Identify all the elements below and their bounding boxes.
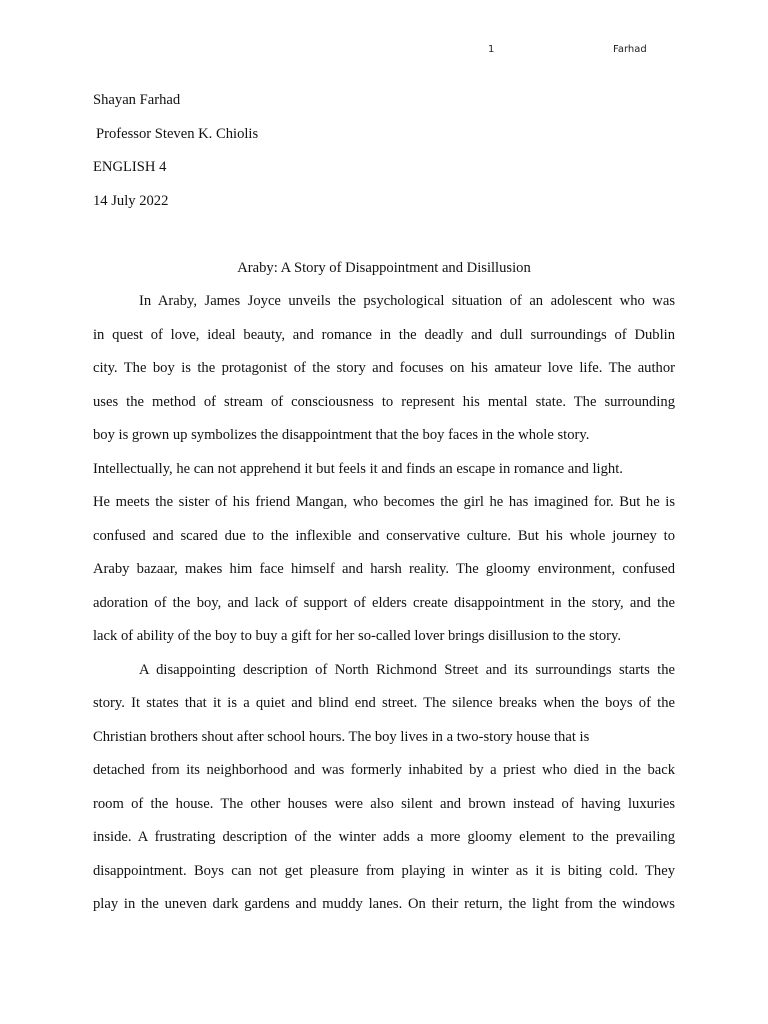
paragraph-line: confused and scared due to the inflexible and conservative culture. But his whole journey to (93, 527, 675, 544)
paragraph-line: adoration of the boy, and lack of support of elders create disappointment in the story, and the (93, 594, 675, 611)
header-page-number: 1 (488, 44, 495, 55)
paragraph-line: story. It states that it is a quiet and blind end street. The silence breaks when the boys of the (93, 695, 675, 711)
paragraph-line: Christian brothers shout after school hours. The boy lives in a two-story house that is (93, 728, 590, 745)
paragraph-line: detached from its neighborhood and was formerly inhabited by a priest who died in the back (93, 762, 675, 778)
date: 14 July 2022 (93, 192, 169, 209)
paragraph-line: uses the method of stream of consciousness to represent his mental state. The surrounding (93, 393, 675, 410)
paragraph (93, 654, 675, 922)
paragraph (93, 285, 675, 654)
paragraph-line: city. The boy is the protagonist of the story and focuses on his amateur love life. The author (93, 360, 675, 376)
paragraph-line: disappointment. Boys can not get pleasure from playing in winter as it is biting cold. They (93, 862, 675, 879)
paragraph-line: In Araby, James Joyce unveils the psychological situation of an adolescent who was (139, 293, 675, 309)
blank-line (93, 218, 675, 252)
paragraph-line: room of the house. The other houses were also silent and brown instead of having luxuries (93, 795, 675, 812)
paragraph-line: play in the uneven dark gardens and muddy lanes. On their return, the light from the windows (93, 896, 675, 912)
paragraph-line: in quest of love, ideal beauty, and romance in the deadly and dull surroundings of Dublin (93, 326, 675, 343)
essay-title: Araby: A Story of Disappointment and Disillusion (237, 259, 531, 276)
paragraph-line: boy is grown up symbolizes the disappointment that the boy faces in the whole story. (93, 427, 590, 443)
paragraph-line: lack of ability of the boy to buy a gift for her so-called lover brings disillusion to the story. (93, 628, 621, 644)
paragraph-line: Intellectually, he can not apprehend it but feels it and finds an escape in romance and light. (93, 460, 623, 477)
document-body (93, 84, 675, 922)
header-author-surname: Farhad (613, 44, 647, 55)
student-name: Shayan Farhad (93, 92, 181, 108)
paragraph-line: A disappointing description of North Richmond Street and its surroundings starts the (139, 661, 675, 678)
paragraph-line: Araby bazaar, makes him face himself and harsh reality. The gloomy environment, confused (93, 561, 675, 577)
professor-name: Professor Steven K. Chiolis (96, 125, 259, 142)
paragraph-line: inside. A frustrating description of the winter adds a more gloomy element to the prevailing (93, 829, 675, 845)
paragraph-line: He meets the sister of his friend Mangan, who becomes the girl he has imagined for. But he is (93, 494, 675, 510)
course-name: ENGLISH 4 (93, 159, 167, 175)
